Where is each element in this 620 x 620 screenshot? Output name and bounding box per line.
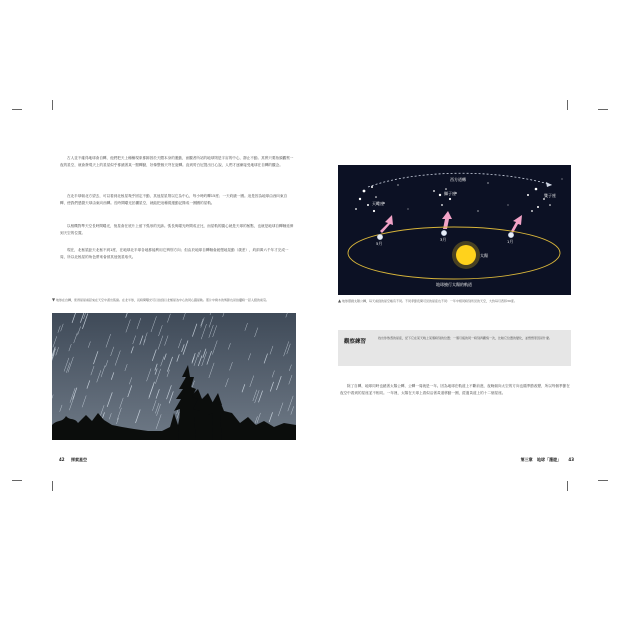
photo-caption bbox=[52, 297, 296, 313]
diagram-caption bbox=[338, 298, 571, 314]
constellation-label: 天蠍座 bbox=[372, 201, 384, 206]
sun-label: 太陽 bbox=[480, 253, 488, 258]
book-title: 探索星空 bbox=[70, 457, 87, 462]
constellation-label: 西方道轉 bbox=[450, 177, 466, 182]
chapter-title: 地球「漫遊」 bbox=[537, 457, 562, 462]
earth-position bbox=[377, 234, 383, 240]
diagram-background bbox=[338, 165, 571, 295]
month-label: 5月 bbox=[376, 241, 383, 246]
chapter-number: 第三章 bbox=[520, 457, 533, 462]
body-paragraph: 除了自轉，地球同時也繞著太陽公轉，公轉一周就是一年。因為地球在軌道上不斷前進，夜晚朝向太空的方向也隨季節改變，所以每個季節在夜空中看到的星座並不相同。一年裡，太陽在天球上看似沿著黃道移動一圈，經過黃道上的十二個星座。 bbox=[340, 384, 570, 395]
body-paragraph: 古人並不確得地球會自轉，他們把天上種種現象都歸因於天體本身的運動，而觀者所站的地球則是宇宙的中心，靜止不動。其實只要抬頭觀察一夜的星空，就會發現天上的星星似乎都繞著某一點轉動，好像整個天穹在旋轉。直到哥白尼提出日心說，人們才逐漸接受地球在自轉的觀念。 bbox=[60, 156, 294, 167]
right-footer bbox=[498, 457, 574, 463]
left-footer bbox=[59, 457, 179, 463]
month-label: 3月 bbox=[440, 237, 447, 242]
caption-marker-icon: ▼ bbox=[52, 297, 56, 302]
observation-box bbox=[338, 330, 571, 366]
orbit-label: 地球繞行太陽的軌道 bbox=[436, 282, 472, 287]
earth-position bbox=[441, 230, 447, 236]
observation-text: 找出你熟悉的星座，記下它在某天晚上某個時刻的位置；一個月後的同一時刻再觀察一次，比較它位置的變化，並想想原因是什麼。 bbox=[378, 336, 553, 340]
body-paragraph: 以相機對準天空長時間曝光，恆星會在底片上留下弧形的光跡。弧長與曝光時間成正比，而星軌的圓心就是天球的極點，也就是地球自轉軸延伸到天空的位置。 bbox=[60, 224, 294, 235]
constellation-label: 雙子座 bbox=[544, 193, 556, 198]
right-page bbox=[310, 0, 620, 620]
body-paragraph: 在北半球朝北方望去，可以看到北極星幾乎固定不動，其他星星則以它為中心，每小時約轉15度；一天約繞一圈。這是因為地球由西向東自轉，使我們感覺天球由東向西轉。長時間曝光拍攝星空，就能把這種視運動記錄成一圈圈的星軌。 bbox=[60, 194, 288, 205]
orbit-diagram bbox=[338, 165, 571, 295]
caption-marker-icon: ▲ bbox=[338, 298, 342, 303]
month-label: 1月 bbox=[507, 239, 514, 244]
page-number: 43 bbox=[568, 457, 574, 462]
photo-caption-text: 地球在自轉，使得星星看起來在天空中畫出弧線。在北半球，長時間曝光可以拍到以北極星為中心的同心圓星軌。照片中樹木的剪影也是拍攝時一起入鏡的前景。 bbox=[56, 298, 270, 302]
body-paragraph: 現在，北極星距天北極不到1度，在地球北半球各地都能利用它辨別方向；但由於地球自轉軸會緩慢地晃動（歲差），約兩萬六千年才完成一周，所以北極星的角色將來會被其他恆星取代。 bbox=[60, 248, 289, 259]
sun bbox=[456, 245, 476, 265]
constellation-label: 獅子座 bbox=[444, 191, 456, 196]
observation-title: 觀察練習 bbox=[344, 339, 367, 345]
diagram-caption-text: 地球環繞太陽公轉，每天看到的星空略有不同。不同季節夜間可見的星座也不同：一年中相同時刻所見的天空，大約每月西移30度。 bbox=[342, 299, 517, 303]
earth-position bbox=[508, 232, 514, 238]
page-number: 42 bbox=[59, 457, 65, 462]
star-trails-photo bbox=[52, 313, 296, 440]
